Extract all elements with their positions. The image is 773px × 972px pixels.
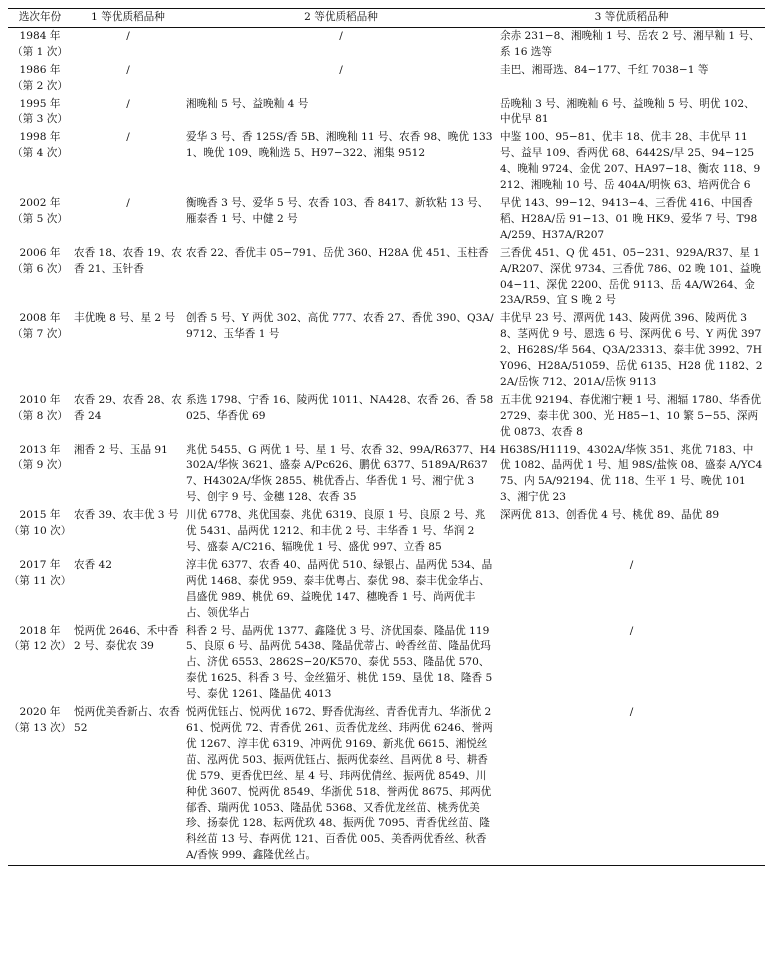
year-label: 2018 年 [19, 624, 61, 637]
cell-year [8, 195, 72, 245]
year-label: 1995 年 [19, 97, 61, 110]
cell-year [8, 392, 72, 442]
cell-grade-2: / [339, 63, 343, 76]
round-label: （第 8 次） [12, 409, 68, 422]
round-label: （第 2 次） [12, 79, 68, 92]
round-label: （第 1 次） [12, 45, 68, 58]
round-label: （第 7 次） [12, 328, 68, 341]
header-grade-2: 2 等优质稻品种 [184, 9, 498, 28]
table-row [8, 96, 765, 130]
cell-year [8, 442, 72, 508]
round-label: （第 6 次） [12, 262, 68, 275]
header-grade-1: 1 等优质稻品种 [72, 9, 184, 28]
table-header-row [8, 9, 765, 28]
table-row [8, 392, 765, 442]
cell-grade-2: 川优 6778、兆优国泰、兆优 6319、良原 1 号、良原 2 号、兆优 5431、晶两优 1212、和丰优 2 号、丰华香 1 号、华润 2 号、盛泰 A/C216、辐晚优 1 号、盛优 997、立香 85 [186, 509, 486, 553]
round-label: （第 11 次） [8, 574, 72, 587]
cell-grade-3: 圭巴、湘哥选、84−177、千红 7038−1 等 [500, 63, 709, 76]
header-year: 选次年份 [8, 9, 72, 28]
cell-year [8, 62, 72, 96]
year-label: 2013 年 [19, 443, 61, 456]
cell-year [8, 129, 72, 195]
year-label: 2002 年 [19, 196, 61, 209]
cell-grade-1: 农香 29、农香 28、农香 24 [74, 393, 182, 422]
cell-grade-2: 淳丰优 6377、农香 40、晶两优 510、绿银占、晶两优 534、晶两优 1468、泰优 959、泰丰优粤占、泰优 98、泰丰优金华占、昌盛优 989、桃优 69、益晚优 147、穗晚香 1 号、尚两优丰占、领优华占 [186, 558, 493, 619]
cell-grade-1: 丰优晚 8 号、星 2 号 [74, 312, 176, 325]
table-row [8, 507, 765, 557]
cell-year [8, 623, 72, 705]
table-row [8, 62, 765, 96]
cell-grade-1: 悦两优 2646、禾中香 2 号、泰优农 39 [74, 624, 179, 653]
cell-grade-3: H638S/H1119、4302A/华恢 351、兆优 7183、中优 1082、晶两优 1 号、旭 98S/盐恢 08、盛泰 A/YC475、内 5A/92194、优 118、生平 1 号、晚优 1013、湘宁优 23 [500, 443, 763, 504]
cell-grade-1: / [126, 63, 130, 76]
year-label: 1984 年 [19, 29, 61, 42]
cell-grade-1: / [126, 196, 130, 209]
table-row [8, 704, 765, 866]
table-row [8, 310, 765, 392]
round-label: （第 5 次） [12, 212, 68, 225]
cell-grade-1: / [126, 29, 130, 42]
cell-year [8, 96, 72, 130]
cell-year [8, 27, 72, 61]
rice-variety-table [8, 8, 765, 866]
table-row [8, 27, 765, 61]
round-label: （第 13 次） [8, 721, 72, 734]
cell-grade-3: 岳晚籼 3 号、湘晚籼 6 号、益晚籼 5 号、明优 102、中优早 81 [500, 97, 755, 126]
cell-grade-2: 系选 1798、宁香 16、陵两优 1011、NA428、农香 26、香 58025、华香优 69 [186, 393, 494, 422]
cell-year [8, 507, 72, 557]
cell-grade-3: 丰优早 23 号、潭两优 143、陵两优 396、陵两优 38、茎两优 9 号、恩选 6 号、深两优 6 号、Y 两优 3972、H628S/华 564、Q3A/23313、泰丰优 3992、7HY096、H28A/51059、岳优 6135、H28 优 1182、22A/岳恢 712、201A/岳恢 9113 [500, 312, 763, 388]
year-label: 2010 年 [19, 393, 61, 406]
table-row [8, 557, 765, 623]
cell-grade-2: 农香 22、香优丰 05−791、岳优 360、H28A 优 451、玉柱香 [186, 246, 489, 259]
year-label: 2017 年 [19, 558, 61, 571]
cell-grade-2: 兆优 5455、G 两优 1 号、星 1 号、农香 32、99A/R6377、H4302A/华恢 3621、盛泰 A/Pc626、鹏优 6377、5189A/R6377、H4302A/华恢 2855、桃优香占、华香优 1 号、湘宁优 3 号、创宇 9 号、金穗 128、农香 35 [186, 443, 496, 504]
cell-grade-3: 五丰优 92194、春优湘宁粳 1 号、湘辐 1780、华香优 2729、泰丰优 300、光 H85−1、10 繁 5−55、深两优 0873、农香 8 [500, 393, 761, 438]
cell-grade-3: 早优 143、99−12、9413−4、三香优 416、中国香稻、H28A/岳 91−13、01 晚 HK9、爱华 7 号、T98A/259、H37A/R207 [500, 196, 758, 241]
cell-grade-1: 农香 39、农丰优 3 号 [74, 509, 179, 522]
year-label: 1998 年 [19, 131, 61, 144]
cell-grade-3: / [498, 704, 765, 866]
cell-grade-3: 深两优 813、创香优 4 号、桃优 89、晶优 89 [500, 509, 720, 522]
cell-grade-1: / [126, 97, 130, 110]
cell-grade-2: 创香 5 号、Y 两优 302、高优 777、农香 27、香优 390、Q3A/9712、玉华香 1 号 [186, 312, 494, 341]
header-grade-3: 3 等优质稻品种 [498, 9, 765, 28]
table-row [8, 623, 765, 705]
cell-grade-2: 科香 2 号、晶两优 1377、鑫隆优 3 号、济优国泰、隆晶优 1195、良原 6 号、晶两优 5438、隆晶优蒂占、岭香丝苗、隆晶优玛占、济优 6553、2862S−20/K570、泰优 553、隆晶优 570、泰优 1625、科香 3 号、金丝猫牙、桃优 159、垦优 18、隆香 5 号、泰优 1261、隆晶优 4013 [186, 624, 493, 701]
year-label: 2008 年 [19, 312, 61, 325]
cell-grade-1: 湘香 2 号、玉晶 91 [74, 443, 168, 456]
cell-grade-3: / [629, 558, 634, 571]
cell-grade-1: 悦两优美香新占、农香 52 [72, 704, 184, 866]
table-row [8, 195, 765, 245]
round-label: （第 10 次） [8, 525, 72, 538]
table-row [8, 442, 765, 508]
round-label: （第 9 次） [12, 459, 68, 472]
cell-grade-2: 湘晚籼 5 号、益晚籼 4 号 [186, 97, 309, 110]
cell-year [8, 704, 72, 866]
year-label: 2020 年 [19, 706, 61, 719]
cell-year [8, 310, 72, 392]
table-row [8, 245, 765, 311]
year-label: 2006 年 [19, 246, 61, 259]
table-row [8, 129, 765, 195]
cell-grade-2: / [339, 29, 343, 42]
cell-grade-1: 农香 42 [74, 558, 113, 571]
year-label: 1986 年 [19, 63, 61, 76]
cell-grade-2: 衡晚香 3 号、爱华 5 号、农香 103、香 8417、新软粘 13 号、雁泰香 1 号、中健 2 号 [186, 196, 489, 225]
cell-grade-2: 爱华 3 号、香 125S/香 5B、湘晚籼 11 号、农香 98、晚优 1331、晚优 109、晚籼选 5、H97−322、湘集 9512 [186, 131, 493, 160]
cell-grade-3: / [629, 624, 634, 637]
cell-grade-3: 中鉴 100、95−81、优丰 18、优丰 28、丰优早 11 号、益早 109、香两优 68、6442S/早 25、94−1254、晚籼 9724、金优 207、HA97−18、衡农 118、9212、湘晚籼 10 号、岳 404A/明恢 63、培两优合 6 [500, 131, 761, 192]
round-label: （第 3 次） [12, 113, 68, 126]
year-label: 2015 年 [19, 509, 61, 522]
cell-year [8, 557, 72, 623]
round-label: （第 4 次） [12, 147, 68, 160]
cell-grade-1: / [126, 131, 130, 144]
cell-grade-3: 余赤 231−8、湘晚籼 1 号、岳农 2 号、湘早籼 1 号、系 16 选等 [500, 29, 760, 58]
cell-grade-3: 三香优 451、Q 优 451、05−231、929A/R37、星 1A/R207、深优 9734、三香优 786、02 晚 101、益晚 04−11、深优 2200、岳优 9113、岳 4A/W264、金 23A/R59、宜 S 晚 2 号 [500, 246, 761, 307]
cell-grade-2: 悦两优钰占、悦两优 1672、野香优海丝、青香优青九、华浙优 261、悦两优 72、青香优 261、贡香优龙丝、玮两优 6246、誉两优 1267、淳丰优 6319、冲两优 9169、新兆优 6615、湘悦丝苗、泓两优 503、振两优钰占、振两优泰丝、昌两优 8 号、耕香优 579、更香优巴丝、星 4 号、玮两优倩丝、振两优 8549、川种优 3607、悦两优 8549、华浙优 518、誉两优 8675、邦两优郁香、瑞两优 1053、隆晶优 5368、又香优龙丝苗、桃秀优美珍、扬泰优 128、耘两优玖 48、振两优 7095、青香优丝苗、隆科丝苗 13 号、春两优 121、百香优 005、美香两优香丝、秋香 A/香恢 999、鑫隆优丝占。 [184, 704, 498, 866]
round-label: （第 12 次） [8, 640, 72, 653]
cell-year [8, 245, 72, 311]
cell-grade-1: 农香 18、农香 19、农香 21、玉针香 [74, 246, 182, 275]
